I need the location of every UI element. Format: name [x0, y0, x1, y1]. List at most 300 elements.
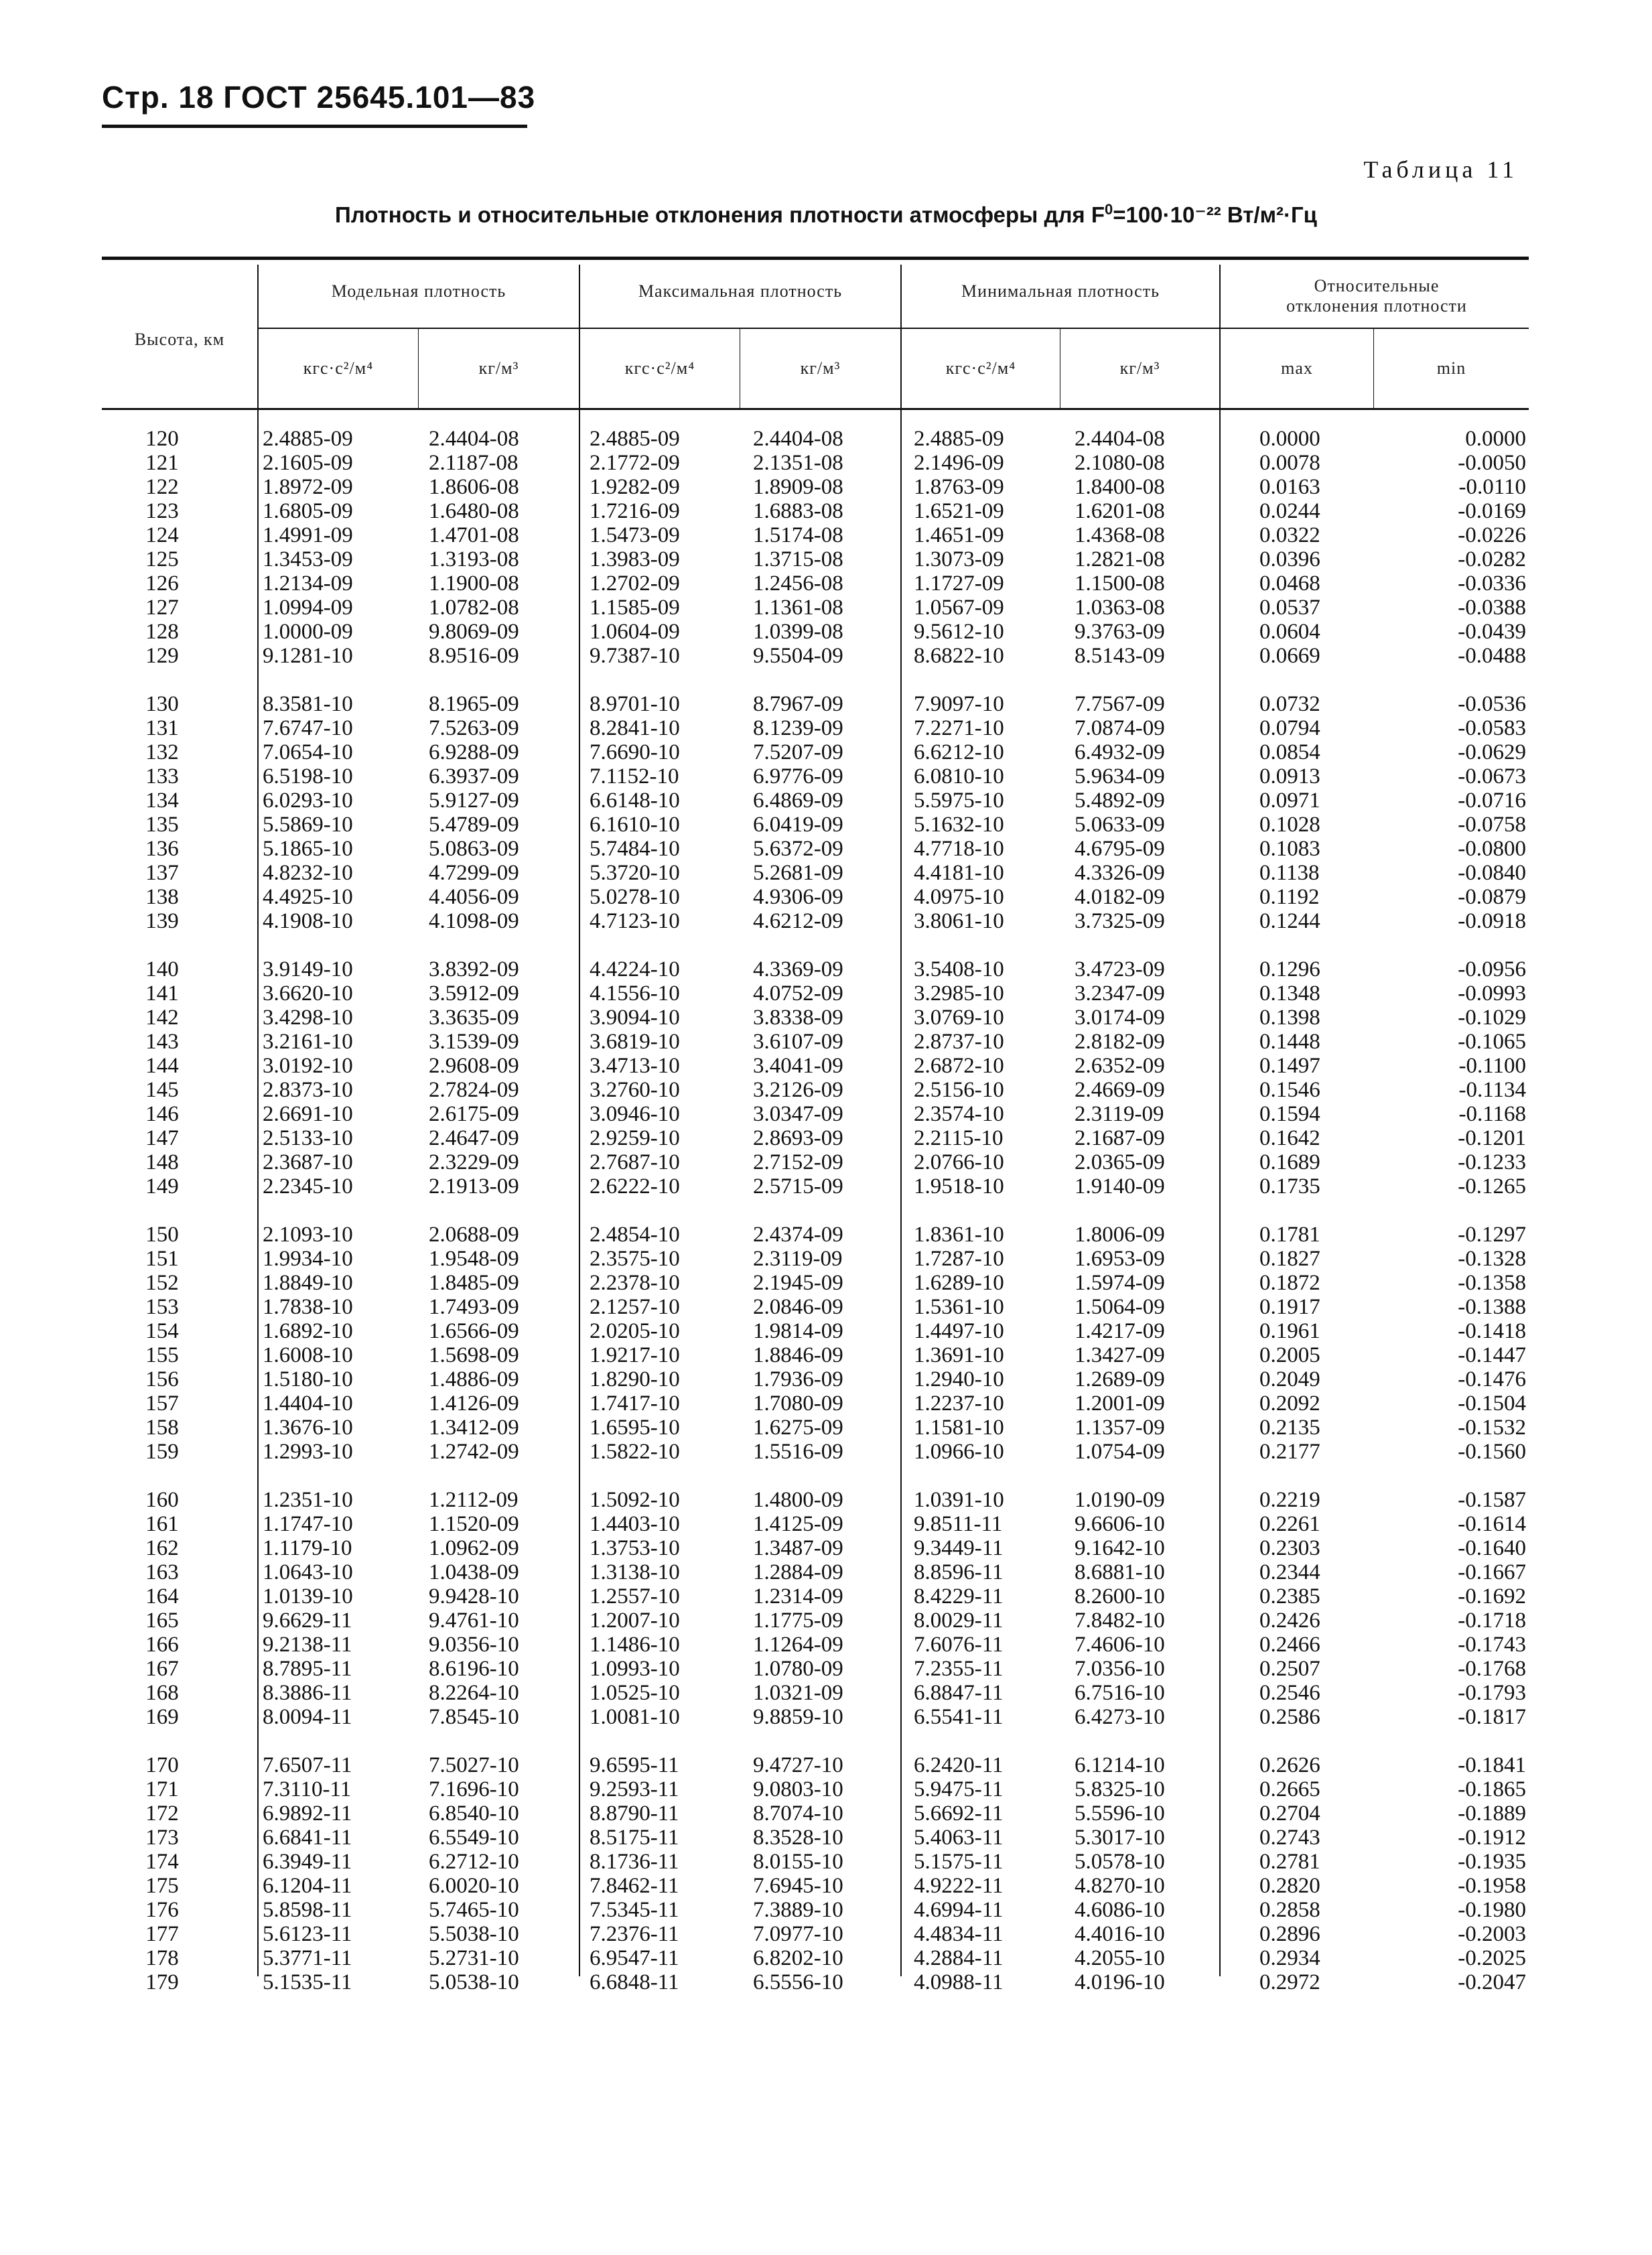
value-cell: 2.4374-09 — [753, 1223, 843, 1247]
value-cell: 8.8790-11 — [590, 1801, 679, 1826]
altitude-cell: 125 — [145, 547, 179, 571]
value-cell: 2.1351-08 — [753, 451, 843, 475]
value-cell: 2.2115-10 — [914, 1126, 1004, 1150]
value-cell: 0.2261 — [1259, 1512, 1320, 1536]
altitude-cell: 123 — [145, 499, 179, 523]
value-cell: 7.4606-10 — [1075, 1633, 1165, 1657]
value-cell: 5.4789-09 — [429, 813, 519, 837]
table-row — [102, 1681, 1529, 1705]
value-cell: 7.7567-09 — [1075, 692, 1165, 716]
value-cell: -0.0993 — [1458, 981, 1526, 1006]
value-cell: 9.4761-10 — [429, 1609, 519, 1633]
value-cell: 7.6747-10 — [263, 716, 353, 740]
table-row — [102, 957, 1529, 981]
value-cell: 2.3575-10 — [590, 1247, 680, 1271]
table-number: Таблица 11 — [1363, 156, 1518, 183]
value-cell: 4.1098-09 — [429, 909, 519, 933]
value-cell: 0.0244 — [1259, 499, 1320, 523]
value-cell: 4.2055-10 — [1075, 1946, 1165, 1970]
value-cell: 0.0078 — [1259, 451, 1320, 475]
value-cell: 3.0946-10 — [590, 1102, 680, 1126]
value-cell: 6.6212-10 — [914, 740, 1004, 764]
value-cell: 5.0578-10 — [1075, 1850, 1165, 1874]
value-cell: 2.7824-09 — [429, 1078, 519, 1102]
table-row — [102, 1633, 1529, 1657]
table-row — [102, 1391, 1529, 1416]
value-cell: 1.9934-10 — [263, 1247, 353, 1271]
subheader-rel-max: max — [1281, 358, 1313, 378]
value-cell: 8.7074-10 — [753, 1801, 843, 1826]
value-cell: 0.2303 — [1259, 1536, 1320, 1560]
caption-main: Плотность и относительные отклонения плотности атмосферы для F — [335, 202, 1105, 227]
value-cell: 1.5174-08 — [753, 523, 843, 547]
value-cell: -0.1718 — [1458, 1609, 1526, 1633]
table-row — [102, 1777, 1529, 1801]
value-cell: 1.1486-10 — [590, 1633, 680, 1657]
value-cell: 6.5549-10 — [429, 1826, 519, 1850]
value-cell: 8.4229-11 — [914, 1584, 1004, 1609]
value-cell: 5.6692-11 — [914, 1801, 1004, 1826]
value-cell: 3.8061-10 — [914, 909, 1004, 933]
value-cell: -0.1447 — [1458, 1343, 1526, 1367]
altitude-cell: 164 — [145, 1584, 179, 1609]
value-cell: 1.4217-09 — [1075, 1319, 1165, 1343]
value-cell: 1.5361-10 — [914, 1295, 1004, 1319]
table-row — [102, 1560, 1529, 1584]
value-cell: 4.6086-10 — [1075, 1898, 1165, 1922]
value-cell: -0.1889 — [1458, 1801, 1526, 1826]
value-cell: -0.1297 — [1458, 1223, 1526, 1247]
table-row — [102, 1705, 1529, 1729]
value-cell: 6.5556-10 — [753, 1970, 843, 1994]
value-cell: -0.0629 — [1458, 740, 1526, 764]
value-cell: 1.0993-10 — [590, 1657, 680, 1681]
altitude-cell: 128 — [145, 620, 179, 644]
value-cell: 8.8596-11 — [914, 1560, 1004, 1584]
altitude-cell: 134 — [145, 789, 179, 813]
value-cell: 1.1520-09 — [429, 1512, 519, 1536]
value-cell: 2.1687-09 — [1075, 1126, 1165, 1150]
value-cell: 7.5027-10 — [429, 1753, 519, 1777]
value-cell: 1.3983-09 — [590, 547, 680, 571]
value-cell: 5.9127-09 — [429, 789, 519, 813]
value-cell: 1.4403-10 — [590, 1512, 680, 1536]
altitude-cell: 139 — [145, 909, 179, 933]
value-cell: 1.0399-08 — [753, 620, 843, 644]
subheader-max-kgs: кгс·с²/м⁴ — [624, 358, 695, 378]
value-cell: 2.1257-10 — [590, 1295, 680, 1319]
table-row — [102, 1102, 1529, 1126]
altitude-cell: 152 — [145, 1271, 179, 1295]
value-cell: 1.8849-10 — [263, 1271, 353, 1295]
value-cell: 2.8693-09 — [753, 1126, 843, 1150]
value-cell: 0.0732 — [1259, 692, 1320, 716]
altitude-cell: 178 — [145, 1946, 179, 1970]
table-row — [102, 1367, 1529, 1391]
value-cell: 1.1581-10 — [914, 1416, 1004, 1440]
value-cell: 4.0988-11 — [914, 1970, 1004, 1994]
value-cell: 1.6953-09 — [1075, 1247, 1165, 1271]
value-cell: 1.6008-10 — [263, 1343, 353, 1367]
value-cell: 2.1496-09 — [914, 451, 1004, 475]
value-cell: 7.2355-11 — [914, 1657, 1004, 1681]
table-row — [102, 1898, 1529, 1922]
value-cell: -0.0439 — [1458, 620, 1526, 644]
table-row — [102, 1078, 1529, 1102]
value-cell: 5.9475-11 — [914, 1777, 1004, 1801]
value-cell: 2.4669-09 — [1075, 1078, 1165, 1102]
value-cell: 2.8373-10 — [263, 1078, 353, 1102]
table-row — [102, 1223, 1529, 1247]
value-cell: 1.9217-10 — [590, 1343, 680, 1367]
value-cell: 7.9097-10 — [914, 692, 1004, 716]
value-cell: 5.7465-10 — [429, 1898, 519, 1922]
value-cell: 0.2820 — [1259, 1874, 1320, 1898]
value-cell: 3.9149-10 — [263, 957, 353, 981]
value-cell: 3.0769-10 — [914, 1006, 1004, 1030]
table-row — [102, 981, 1529, 1006]
altitude-cell: 156 — [145, 1367, 179, 1391]
value-cell: 6.0020-10 — [429, 1874, 519, 1898]
value-cell: 8.2264-10 — [429, 1681, 519, 1705]
table-row — [102, 1584, 1529, 1609]
value-cell: 2.4404-08 — [753, 427, 843, 451]
value-cell: 4.4224-10 — [590, 957, 680, 981]
value-cell: 0.2385 — [1259, 1584, 1320, 1609]
subheader-max-kg: кг/м³ — [800, 358, 841, 378]
value-cell: 2.0205-10 — [590, 1319, 680, 1343]
table-row — [102, 740, 1529, 764]
value-cell: 0.1028 — [1259, 813, 1320, 837]
value-cell: 5.5596-10 — [1075, 1801, 1165, 1826]
altitude-cell: 163 — [145, 1560, 179, 1584]
value-cell: 1.8400-08 — [1075, 475, 1165, 499]
value-cell: 0.2049 — [1259, 1367, 1320, 1391]
table-row — [102, 523, 1529, 547]
value-cell: 4.0196-10 — [1075, 1970, 1165, 1994]
value-cell: 3.4723-09 — [1075, 957, 1165, 981]
altitude-cell: 155 — [145, 1343, 179, 1367]
value-cell: 8.9701-10 — [590, 692, 680, 716]
value-cell: -0.1233 — [1458, 1150, 1526, 1174]
value-cell: -0.1587 — [1458, 1488, 1526, 1512]
value-cell: 9.1642-10 — [1075, 1536, 1165, 1560]
subheader-min-kg: кг/м³ — [1119, 358, 1160, 378]
value-cell: 3.0347-09 — [753, 1102, 843, 1126]
value-cell: 3.9094-10 — [590, 1006, 680, 1030]
value-cell: 0.2135 — [1259, 1416, 1320, 1440]
value-cell: 2.4854-10 — [590, 1223, 680, 1247]
value-cell: 2.0846-09 — [753, 1295, 843, 1319]
value-cell: 3.5912-09 — [429, 981, 519, 1006]
value-cell: -0.1912 — [1458, 1826, 1526, 1850]
value-cell: 3.4713-10 — [590, 1054, 680, 1078]
value-cell: -0.1614 — [1458, 1512, 1526, 1536]
value-cell: -0.0918 — [1458, 909, 1526, 933]
value-cell: 5.3017-10 — [1075, 1826, 1165, 1850]
altitude-cell: 142 — [145, 1006, 179, 1030]
value-cell: 8.6822-10 — [914, 644, 1004, 668]
value-cell: 1.3427-09 — [1075, 1343, 1165, 1367]
value-cell: 1.5516-09 — [753, 1440, 843, 1464]
value-cell: 7.6945-10 — [753, 1874, 843, 1898]
value-cell: 5.9634-09 — [1075, 764, 1165, 789]
value-cell: 1.2993-10 — [263, 1440, 353, 1464]
value-cell: 1.2134-09 — [263, 571, 353, 596]
value-cell: 7.8462-11 — [590, 1874, 679, 1898]
value-cell: 6.9892-11 — [263, 1801, 352, 1826]
table-row — [102, 1922, 1529, 1946]
row-group — [102, 1488, 1529, 1729]
altitude-cell: 179 — [145, 1970, 179, 1994]
altitude-cell: 172 — [145, 1801, 179, 1826]
value-cell: 3.6107-09 — [753, 1030, 843, 1054]
value-cell: 5.1865-10 — [263, 837, 353, 861]
value-cell: 1.3138-10 — [590, 1560, 680, 1584]
value-cell: -0.0226 — [1458, 523, 1526, 547]
table-row — [102, 1536, 1529, 1560]
value-cell: 0.2972 — [1259, 1970, 1320, 1994]
value-cell: 6.5541-11 — [914, 1705, 1004, 1729]
value-cell: 5.0278-10 — [590, 885, 680, 909]
value-cell: -0.1560 — [1458, 1440, 1526, 1464]
value-cell: 1.9548-09 — [429, 1247, 519, 1271]
value-cell: 2.9608-09 — [429, 1054, 519, 1078]
value-cell: 1.1585-09 — [590, 596, 680, 620]
value-cell: 4.0975-10 — [914, 885, 1004, 909]
table-row — [102, 1271, 1529, 1295]
value-cell: 0.1192 — [1259, 885, 1320, 909]
value-cell: 1.8290-10 — [590, 1367, 680, 1391]
table-row — [102, 1874, 1529, 1898]
table-row — [102, 1343, 1529, 1367]
value-cell: 3.0174-09 — [1075, 1006, 1165, 1030]
value-cell: 7.1696-10 — [429, 1777, 519, 1801]
value-cell: 3.2985-10 — [914, 981, 1004, 1006]
value-cell: 6.2420-11 — [914, 1753, 1004, 1777]
value-cell: 1.0363-08 — [1075, 596, 1165, 620]
page-header-text: Стр. 18 ГОСТ 25645.101—83 — [102, 80, 536, 115]
value-cell: -0.1817 — [1458, 1705, 1526, 1729]
value-cell: 2.1187-08 — [429, 451, 519, 475]
value-cell: -0.1265 — [1458, 1174, 1526, 1199]
row-group — [102, 692, 1529, 933]
value-cell: 2.5156-10 — [914, 1078, 1004, 1102]
altitude-cell: 160 — [145, 1488, 179, 1512]
value-cell: 2.0688-09 — [429, 1223, 519, 1247]
value-cell: 2.3119-09 — [753, 1247, 843, 1271]
value-cell: 1.0081-10 — [590, 1705, 680, 1729]
value-cell: 5.4063-11 — [914, 1826, 1004, 1850]
value-cell: 0.2092 — [1259, 1391, 1320, 1416]
table-row — [102, 1319, 1529, 1343]
value-cell: 2.4885-09 — [263, 427, 353, 451]
value-cell: 6.0293-10 — [263, 789, 353, 813]
table-row — [102, 1006, 1529, 1030]
value-cell: 3.2126-09 — [753, 1078, 843, 1102]
value-cell: 2.1772-09 — [590, 451, 680, 475]
value-cell: 1.0139-10 — [263, 1584, 353, 1609]
table-body — [102, 427, 1529, 2019]
value-cell: 1.2557-10 — [590, 1584, 680, 1609]
table-row — [102, 716, 1529, 740]
value-cell: 1.0994-09 — [263, 596, 353, 620]
value-cell: 4.0182-09 — [1075, 885, 1165, 909]
value-cell: 6.3937-09 — [429, 764, 519, 789]
value-cell: 0.2219 — [1259, 1488, 1320, 1512]
value-cell: 6.6848-11 — [590, 1970, 679, 1994]
altitude-cell: 161 — [145, 1512, 179, 1536]
value-cell: 1.9518-10 — [914, 1174, 1004, 1199]
value-cell: 1.9814-09 — [753, 1319, 843, 1343]
table-row — [102, 571, 1529, 596]
altitude-cell: 154 — [145, 1319, 179, 1343]
value-cell: 2.6222-10 — [590, 1174, 680, 1199]
value-cell: 2.4885-09 — [590, 427, 680, 451]
value-cell: 7.5345-11 — [590, 1898, 679, 1922]
table-row — [102, 1826, 1529, 1850]
table-row — [102, 885, 1529, 909]
value-cell: 1.3676-10 — [263, 1416, 353, 1440]
value-cell: 1.5180-10 — [263, 1367, 353, 1391]
value-cell: 1.1179-10 — [263, 1536, 352, 1560]
row-group — [102, 1753, 1529, 1994]
value-cell: 6.6148-10 — [590, 789, 680, 813]
value-cell: 8.3528-10 — [753, 1826, 843, 1850]
value-cell: 0.2896 — [1259, 1922, 1320, 1946]
value-cell: 1.0754-09 — [1075, 1440, 1165, 1464]
subheader-rel-min: min — [1436, 358, 1466, 378]
table-row — [102, 1174, 1529, 1199]
value-cell: 0.2781 — [1259, 1850, 1320, 1874]
subheader-min-kgs: кгс·с²/м⁴ — [945, 358, 1016, 378]
value-cell: 5.0538-10 — [429, 1970, 519, 1994]
table-row — [102, 909, 1529, 933]
caption-tail: =100·10⁻²² Вт/м²·Гц — [1113, 202, 1317, 227]
value-cell: 5.0863-09 — [429, 837, 519, 861]
value-cell: 9.1281-10 — [263, 644, 353, 668]
value-cell: 1.2007-10 — [590, 1609, 680, 1633]
value-cell: 2.0766-10 — [914, 1150, 1004, 1174]
value-cell: -0.2003 — [1458, 1922, 1526, 1946]
value-cell: 9.8859-10 — [753, 1705, 843, 1729]
value-cell: 0.1961 — [1259, 1319, 1320, 1343]
value-cell: 8.2841-10 — [590, 716, 680, 740]
value-cell: 0.1917 — [1259, 1295, 1320, 1319]
value-cell: 6.8540-10 — [429, 1801, 519, 1826]
table-row — [102, 644, 1529, 668]
value-cell: 2.1093-10 — [263, 1223, 353, 1247]
value-cell: 9.9428-10 — [429, 1584, 519, 1609]
header-max-density: Максимальная плотность — [638, 281, 843, 301]
value-cell: -0.0879 — [1458, 885, 1526, 909]
value-cell: 1.0567-09 — [914, 596, 1004, 620]
value-cell: 1.0438-09 — [429, 1560, 519, 1584]
altitude-cell: 131 — [145, 716, 179, 740]
value-cell: -0.1029 — [1458, 1006, 1526, 1030]
value-cell: 1.2742-09 — [429, 1440, 519, 1464]
value-cell: -0.1743 — [1458, 1633, 1526, 1657]
value-cell: 3.7325-09 — [1075, 909, 1165, 933]
value-cell: 1.1361-08 — [753, 596, 843, 620]
altitude-cell: 174 — [145, 1850, 179, 1874]
value-cell: 3.8392-09 — [429, 957, 519, 981]
value-cell: 3.1539-09 — [429, 1030, 519, 1054]
value-cell: 9.3763-09 — [1075, 620, 1165, 644]
value-cell: 4.4834-11 — [914, 1922, 1004, 1946]
value-cell: 0.1244 — [1259, 909, 1320, 933]
value-cell: 1.0321-09 — [753, 1681, 843, 1705]
value-cell: 4.7299-09 — [429, 861, 519, 885]
value-cell: 0.2858 — [1259, 1898, 1320, 1922]
value-cell: 1.8972-09 — [263, 475, 353, 499]
value-cell: 1.7080-09 — [753, 1391, 843, 1416]
altitude-cell: 146 — [145, 1102, 179, 1126]
value-cell: 5.3771-11 — [263, 1946, 352, 1970]
value-cell: 4.4016-10 — [1075, 1922, 1165, 1946]
value-cell: -0.1065 — [1458, 1030, 1526, 1054]
altitude-cell: 137 — [145, 861, 179, 885]
table-row — [102, 547, 1529, 571]
table-top-rule — [102, 257, 1529, 260]
value-cell: 2.1605-09 — [263, 451, 353, 475]
value-cell: -0.1388 — [1458, 1295, 1526, 1319]
header-min-density: Минимальная плотность — [961, 281, 1160, 301]
value-cell: -0.1692 — [1458, 1584, 1526, 1609]
value-cell: 2.7687-10 — [590, 1150, 680, 1174]
value-cell: 2.1945-09 — [753, 1271, 843, 1295]
value-cell: 1.2001-09 — [1075, 1391, 1165, 1416]
value-cell: -0.0488 — [1458, 644, 1526, 668]
value-cell: 6.0419-09 — [753, 813, 843, 837]
value-cell: 0.0913 — [1259, 764, 1320, 789]
value-cell: -0.2047 — [1458, 1970, 1526, 1994]
value-cell: 0.0000 — [1259, 427, 1320, 451]
value-cell: 9.0356-10 — [429, 1633, 519, 1657]
value-cell: -0.1418 — [1458, 1319, 1526, 1343]
value-cell: 0.2546 — [1259, 1681, 1320, 1705]
value-cell: 9.8511-11 — [914, 1512, 1003, 1536]
value-cell: -0.0673 — [1458, 764, 1526, 789]
value-cell: 5.0633-09 — [1075, 813, 1165, 837]
value-cell: 4.4056-09 — [429, 885, 519, 909]
header-bottom-rule — [102, 408, 1529, 410]
value-cell: 1.4991-09 — [263, 523, 353, 547]
value-cell: 4.4925-10 — [263, 885, 353, 909]
value-cell: 1.2237-10 — [914, 1391, 1004, 1416]
subheader-rule — [257, 328, 1529, 329]
value-cell: 4.7123-10 — [590, 909, 680, 933]
altitude-cell: 124 — [145, 523, 179, 547]
row-group — [102, 957, 1529, 1199]
value-cell: -0.1134 — [1458, 1078, 1526, 1102]
value-cell: 2.5133-10 — [263, 1126, 353, 1150]
value-cell: 8.5143-09 — [1075, 644, 1165, 668]
value-cell: -0.0388 — [1458, 596, 1526, 620]
table-row — [102, 1054, 1529, 1078]
value-cell: 4.6212-09 — [753, 909, 843, 933]
value-cell: 0.1594 — [1259, 1102, 1320, 1126]
value-cell: 1.4125-09 — [753, 1512, 843, 1536]
value-cell: 2.1913-09 — [429, 1174, 519, 1199]
value-cell: -0.0282 — [1458, 547, 1526, 571]
value-cell: 5.6372-09 — [753, 837, 843, 861]
value-cell: 8.7895-11 — [263, 1657, 352, 1681]
value-cell: 0.0971 — [1259, 789, 1320, 813]
value-cell: 5.5869-10 — [263, 813, 353, 837]
value-cell: 9.6606-10 — [1075, 1512, 1165, 1536]
value-cell: 7.3889-10 — [753, 1898, 843, 1922]
